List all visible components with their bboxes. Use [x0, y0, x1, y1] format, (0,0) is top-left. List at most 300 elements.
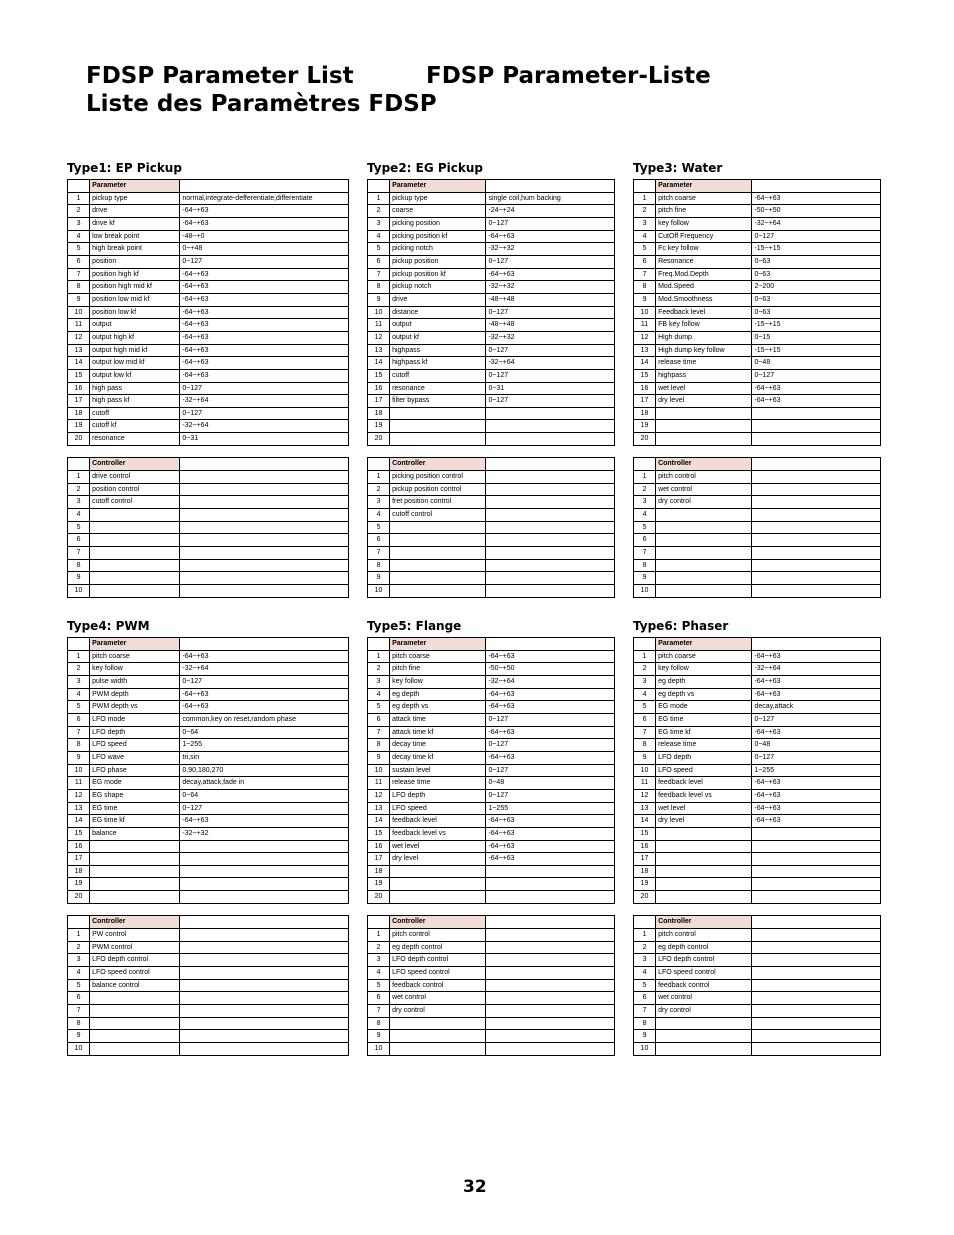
cell-range: [486, 433, 615, 446]
cell-range: -32~+32: [486, 281, 615, 294]
cell-range: 1~255: [180, 739, 349, 752]
cell-name: dry level: [390, 853, 486, 866]
cell-range: -32~+64: [486, 675, 615, 688]
cell-name: drive: [90, 205, 180, 218]
cell-name: dry level: [656, 815, 752, 828]
cell-range: 0~15: [752, 331, 881, 344]
parameter-row: [68, 688, 349, 701]
cell-name: pitch control: [656, 471, 752, 484]
cell-number: 11: [68, 777, 90, 790]
cell-range: 0~64: [180, 726, 349, 739]
parameter-row: [68, 789, 349, 802]
cell-name: [656, 420, 752, 433]
parameter-row: [68, 255, 349, 268]
cell-number: 15: [68, 827, 90, 840]
controller-row: [634, 929, 881, 942]
cell-range: [752, 509, 881, 522]
cell-range: -15~+15: [752, 243, 881, 256]
cell-number: 14: [634, 357, 656, 370]
cell-name: wet control: [656, 992, 752, 1005]
parameter-row: [634, 433, 881, 446]
cell-number: 7: [634, 726, 656, 739]
cell-name: CutOff Frequency: [656, 230, 752, 243]
cell-name: balance: [90, 827, 180, 840]
cell-name: attack time kf: [390, 726, 486, 739]
cell-name: [390, 559, 486, 572]
cell-name: resonance: [390, 382, 486, 395]
cell-range: -64~+63: [752, 650, 881, 663]
cell-range: [752, 1030, 881, 1043]
parameter-row: [634, 853, 881, 866]
parameter-row: [634, 739, 881, 752]
cell-range: -32~+64: [486, 357, 615, 370]
spacer-row: [368, 903, 615, 916]
cell-range: -48~+0: [180, 230, 349, 243]
controller-row: [634, 534, 881, 547]
cell-number: 3: [368, 954, 390, 967]
controller-row: [68, 1005, 349, 1018]
cell-name: EG mode: [90, 777, 180, 790]
cell-name: pitch coarse: [390, 650, 486, 663]
cell-name: release time: [656, 357, 752, 370]
parameter-row: [368, 789, 615, 802]
cell-number: 16: [634, 840, 656, 853]
cell-name: [390, 433, 486, 446]
cell-range: [752, 853, 881, 866]
parameter-row: [634, 726, 881, 739]
cell-name: [656, 840, 752, 853]
cell-number: 16: [634, 382, 656, 395]
cell-range: 0~48: [752, 357, 881, 370]
parameter-row: [368, 230, 615, 243]
header-label: Controller: [90, 916, 180, 929]
controller-row: [634, 521, 881, 534]
parameter-row: [368, 865, 615, 878]
parameter-row: [368, 255, 615, 268]
spacer-cell: [634, 445, 656, 458]
parameter-row: [68, 433, 349, 446]
parameter-row: [368, 701, 615, 714]
section-type5-flange: [367, 618, 615, 1056]
cell-name: position high mid kf: [90, 281, 180, 294]
cell-number: 7: [68, 1005, 90, 1018]
cell-name: picking position control: [390, 471, 486, 484]
cell-name: pitch control: [390, 929, 486, 942]
cell-range: -64~+63: [180, 281, 349, 294]
cell-range: [180, 891, 349, 904]
header-value-cell: [752, 458, 881, 471]
cell-range: [752, 941, 881, 954]
cell-number: 17: [634, 853, 656, 866]
cell-number: 1: [634, 192, 656, 205]
cell-name: dry level: [656, 395, 752, 408]
controller-row: [68, 521, 349, 534]
cell-range: [486, 521, 615, 534]
cell-name: highpass kf: [390, 357, 486, 370]
cell-range: [752, 483, 881, 496]
parameter-row: [68, 739, 349, 752]
cell-name: feedback level vs: [656, 789, 752, 802]
cell-name: output: [390, 319, 486, 332]
cell-number: 2: [634, 941, 656, 954]
controller-row: [368, 1042, 615, 1055]
cell-number: 1: [368, 929, 390, 942]
cell-number: 7: [634, 547, 656, 560]
cell-number: 19: [634, 878, 656, 891]
controller-row: [368, 534, 615, 547]
cell-name: wet control: [390, 992, 486, 1005]
cell-range: [486, 891, 615, 904]
cell-range: -64~+63: [752, 789, 881, 802]
cell-name: EG time kf: [90, 815, 180, 828]
cell-name: Feedback level: [656, 306, 752, 319]
controller-row: [368, 521, 615, 534]
parameter-row: [68, 268, 349, 281]
cell-name: LFO depth control: [390, 954, 486, 967]
cell-number: 13: [68, 344, 90, 357]
cell-name: [656, 584, 752, 597]
cell-range: [180, 496, 349, 509]
cell-name: dry control: [656, 496, 752, 509]
cell-number: 8: [68, 739, 90, 752]
header-value-cell: [180, 458, 349, 471]
controller-row: [68, 471, 349, 484]
header-label: Controller: [390, 458, 486, 471]
header-number-cell: [68, 638, 90, 651]
header-value-cell: [180, 638, 349, 651]
cell-name: [656, 407, 752, 420]
controller-row: [68, 584, 349, 597]
parameter-row: [634, 688, 881, 701]
cell-name: feedback level vs: [390, 827, 486, 840]
parameter-row: [634, 319, 881, 332]
cell-range: [752, 1017, 881, 1030]
cell-range: -64~+63: [180, 306, 349, 319]
controller-header-row: [368, 458, 615, 471]
cell-name: LFO speed: [390, 802, 486, 815]
cell-number: 4: [634, 230, 656, 243]
header-label: Parameter: [656, 180, 752, 193]
cell-number: 8: [68, 1017, 90, 1030]
parameter-table: [67, 179, 349, 598]
controller-row: [368, 584, 615, 597]
header-number-cell: [368, 458, 390, 471]
section-type1-ep-pickup: [67, 160, 349, 598]
cell-range: [180, 547, 349, 560]
cell-number: 1: [634, 650, 656, 663]
cell-name: feedback level: [390, 815, 486, 828]
cell-number: 4: [68, 967, 90, 980]
spacer-cell: [68, 903, 90, 916]
cell-range: [752, 840, 881, 853]
cell-name: picking position kf: [390, 230, 486, 243]
cell-number: 10: [368, 764, 390, 777]
parameter-row: [634, 865, 881, 878]
header-label: Controller: [656, 916, 752, 929]
cell-name: wet level: [656, 802, 752, 815]
cell-number: 7: [368, 268, 390, 281]
cell-range: [486, 584, 615, 597]
controller-row: [634, 954, 881, 967]
cell-name: low break point: [90, 230, 180, 243]
parameter-row: [368, 205, 615, 218]
cell-name: release time: [656, 739, 752, 752]
controller-row: [634, 584, 881, 597]
cell-range: [180, 1017, 349, 1030]
cell-number: 6: [634, 713, 656, 726]
parameter-row: [634, 382, 881, 395]
cell-number: 5: [68, 521, 90, 534]
cell-range: 0~127: [486, 713, 615, 726]
spacer-cell: [180, 445, 349, 458]
parameter-row: [634, 344, 881, 357]
spacer-cell: [634, 903, 656, 916]
parameter-row: [368, 382, 615, 395]
cell-name: [656, 865, 752, 878]
spacer-cell: [752, 445, 881, 458]
spacer-row: [634, 445, 881, 458]
parameter-row: [368, 306, 615, 319]
cell-name: pitch coarse: [656, 192, 752, 205]
parameter-row: [368, 281, 615, 294]
cell-name: [90, 547, 180, 560]
cell-number: 5: [368, 701, 390, 714]
controller-row: [68, 509, 349, 522]
cell-number: 10: [368, 584, 390, 597]
cell-range: [486, 483, 615, 496]
cell-number: 12: [368, 331, 390, 344]
cell-name: high break point: [90, 243, 180, 256]
cell-range: -64~+63: [180, 815, 349, 828]
cell-name: drive kf: [90, 217, 180, 230]
cell-range: 0~127: [486, 255, 615, 268]
parameter-row: [634, 293, 881, 306]
cell-name: LFO speed control: [90, 967, 180, 980]
controller-row: [368, 979, 615, 992]
controller-row: [368, 941, 615, 954]
cell-number: 8: [368, 281, 390, 294]
cell-range: [180, 941, 349, 954]
cell-range: 0~127: [752, 751, 881, 764]
controller-row: [368, 992, 615, 1005]
parameter-row: [68, 675, 349, 688]
spacer-cell: [390, 445, 486, 458]
cell-number: 8: [368, 559, 390, 572]
cell-name: LFO depth: [390, 789, 486, 802]
cell-name: [90, 1042, 180, 1055]
cell-number: 6: [68, 534, 90, 547]
cell-name: [90, 992, 180, 1005]
parameter-row: [368, 319, 615, 332]
spacer-cell: [752, 903, 881, 916]
parameter-row: [368, 853, 615, 866]
parameter-row: [368, 268, 615, 281]
cell-range: [486, 534, 615, 547]
cell-name: [90, 509, 180, 522]
page-title-english: FDSP Parameter List: [86, 63, 354, 89]
header-value-cell: [752, 180, 881, 193]
page-number: 32: [463, 1177, 487, 1197]
header-value-cell: [486, 180, 615, 193]
header-label: Parameter: [90, 638, 180, 651]
parameter-row: [634, 764, 881, 777]
cell-range: 0,90,180,270: [180, 764, 349, 777]
cell-number: 8: [68, 559, 90, 572]
parameter-row: [634, 701, 881, 714]
cell-number: 4: [368, 509, 390, 522]
controller-header-row: [634, 916, 881, 929]
cell-range: 0~127: [180, 255, 349, 268]
cell-range: normal,integrate-defferentiate,differentiate: [180, 192, 349, 205]
cell-name: [390, 521, 486, 534]
cell-name: LFO speed control: [390, 967, 486, 980]
cell-range: [180, 878, 349, 891]
header-label: Parameter: [390, 180, 486, 193]
cell-name: key follow: [656, 663, 752, 676]
cell-number: 3: [634, 954, 656, 967]
cell-name: EG time kf: [656, 726, 752, 739]
parameter-row: [634, 878, 881, 891]
cell-number: 5: [368, 979, 390, 992]
parameter-header-row: [68, 180, 349, 193]
header-value-cell: [752, 638, 881, 651]
cell-number: 2: [634, 205, 656, 218]
parameter-row: [68, 319, 349, 332]
header-label: Parameter: [390, 638, 486, 651]
cell-number: 18: [634, 407, 656, 420]
cell-range: 2~200: [752, 281, 881, 294]
cell-range: -64~+63: [752, 802, 881, 815]
cell-range: [752, 891, 881, 904]
parameter-row: [68, 205, 349, 218]
parameter-row: [634, 650, 881, 663]
spacer-cell: [486, 903, 615, 916]
parameter-row: [68, 382, 349, 395]
section-type6-phaser: [633, 618, 881, 1056]
cell-name: [656, 509, 752, 522]
cell-name: [90, 559, 180, 572]
cell-name: key follow: [90, 663, 180, 676]
cell-name: [90, 1017, 180, 1030]
cell-number: 2: [368, 483, 390, 496]
cell-number: 19: [368, 420, 390, 433]
cell-number: 2: [68, 483, 90, 496]
cell-number: 13: [368, 802, 390, 815]
parameter-row: [368, 688, 615, 701]
cell-number: 5: [68, 701, 90, 714]
cell-name: feedback control: [390, 979, 486, 992]
cell-range: [486, 547, 615, 560]
parameter-row: [68, 865, 349, 878]
parameter-row: [368, 713, 615, 726]
parameter-row: [368, 802, 615, 815]
controller-row: [368, 1005, 615, 1018]
controller-row: [68, 967, 349, 980]
cell-number: 17: [68, 395, 90, 408]
cell-name: LFO depth control: [90, 954, 180, 967]
controller-row: [68, 941, 349, 954]
cell-number: 9: [68, 1030, 90, 1043]
cell-number: 16: [368, 840, 390, 853]
cell-name: position low mid kf: [90, 293, 180, 306]
section-type3-water: [633, 160, 881, 598]
cell-name: [90, 853, 180, 866]
cell-number: 4: [634, 509, 656, 522]
cell-range: single coil,hum backing: [486, 192, 615, 205]
cell-name: LFO speed control: [656, 967, 752, 980]
cell-range: 0~31: [486, 382, 615, 395]
section-title: Type6: Phaser: [633, 619, 729, 633]
cell-number: 15: [634, 369, 656, 382]
cell-range: -32~+32: [486, 331, 615, 344]
parameter-row: [368, 827, 615, 840]
cell-name: pitch control: [656, 929, 752, 942]
cell-name: high pass: [90, 382, 180, 395]
cell-number: 3: [68, 675, 90, 688]
cell-number: 7: [68, 726, 90, 739]
parameter-row: [634, 802, 881, 815]
cell-range: [752, 967, 881, 980]
cell-range: 0~127: [752, 713, 881, 726]
cell-number: 12: [68, 331, 90, 344]
header-number-cell: [68, 180, 90, 193]
section-title: Type4: PWM: [67, 619, 150, 633]
cell-name: pickup position: [390, 255, 486, 268]
header-number-cell: [68, 916, 90, 929]
parameter-row: [634, 369, 881, 382]
header-value-cell: [752, 916, 881, 929]
cell-name: pulse width: [90, 675, 180, 688]
spacer-row: [68, 903, 349, 916]
controller-row: [634, 979, 881, 992]
cell-number: 7: [634, 1005, 656, 1018]
spacer-cell: [486, 445, 615, 458]
cell-name: resonance: [90, 433, 180, 446]
header-value-cell: [486, 638, 615, 651]
cell-range: [752, 929, 881, 942]
parameter-row: [634, 789, 881, 802]
cell-name: cutoff control: [390, 509, 486, 522]
parameter-row: [68, 331, 349, 344]
cell-range: [752, 420, 881, 433]
cell-name: [90, 878, 180, 891]
parameter-row: [368, 751, 615, 764]
cell-range: -50~+50: [752, 205, 881, 218]
cell-name: high pass kf: [90, 395, 180, 408]
cell-number: 9: [368, 751, 390, 764]
cell-number: 1: [68, 650, 90, 663]
cell-range: [486, 1005, 615, 1018]
cell-number: 12: [634, 789, 656, 802]
cell-number: 5: [634, 243, 656, 256]
header-number-cell: [368, 180, 390, 193]
cell-range: -64~+63: [180, 369, 349, 382]
parameter-row: [634, 217, 881, 230]
cell-range: -32~+64: [752, 663, 881, 676]
cell-name: position low kf: [90, 306, 180, 319]
parameter-row: [634, 306, 881, 319]
cell-range: 0~127: [180, 407, 349, 420]
cell-number: 14: [68, 815, 90, 828]
cell-name: [90, 1005, 180, 1018]
parameter-row: [634, 675, 881, 688]
cell-name: EG time: [90, 802, 180, 815]
cell-name: wet control: [656, 483, 752, 496]
cell-number: 6: [634, 255, 656, 268]
parameter-row: [368, 650, 615, 663]
cell-range: [752, 1005, 881, 1018]
cell-number: 9: [634, 293, 656, 306]
